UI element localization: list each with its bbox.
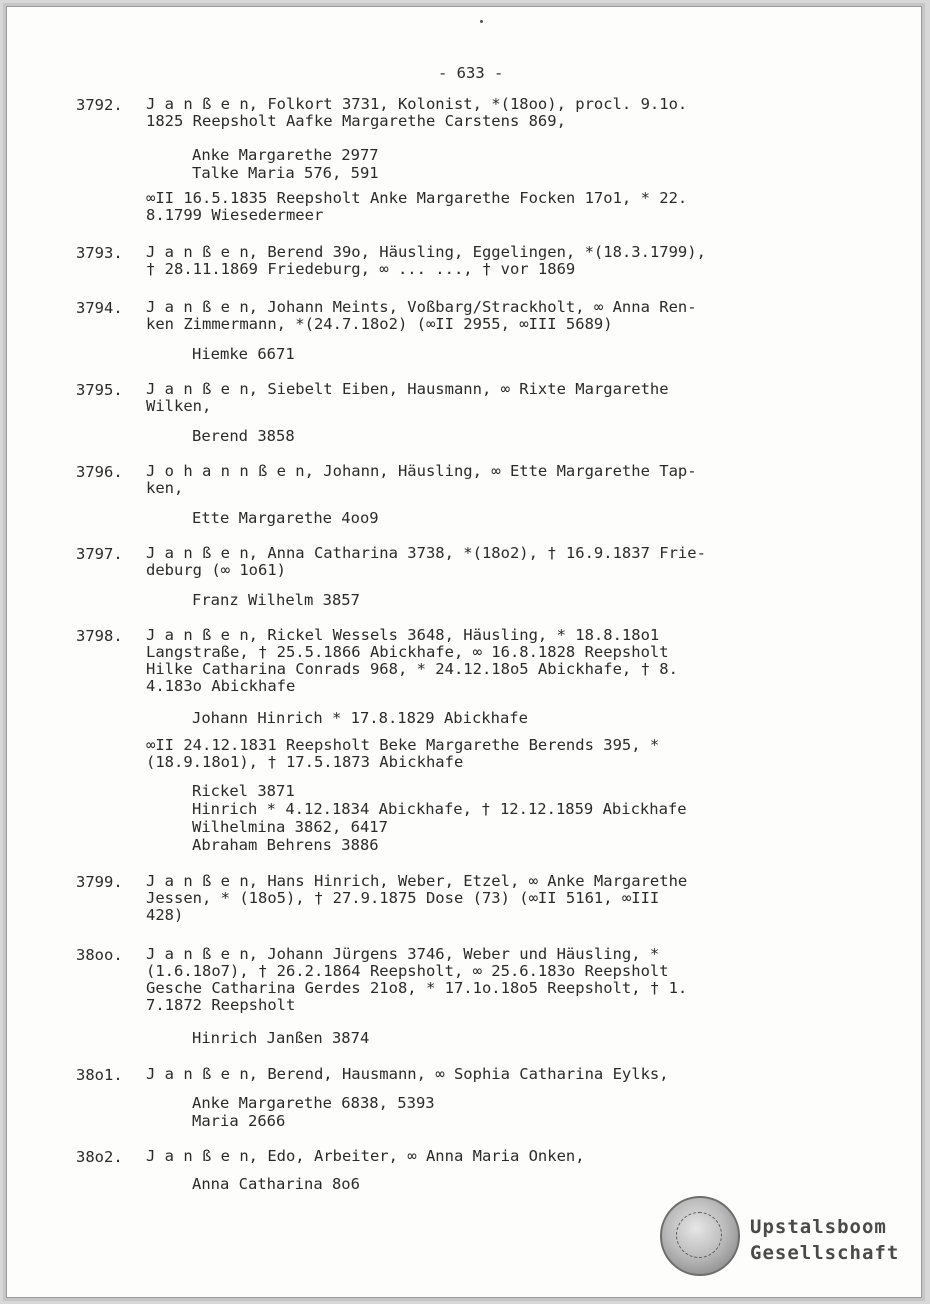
children-list <box>192 782 792 854</box>
children-list <box>192 1029 792 1047</box>
society-seal-icon <box>660 1196 740 1276</box>
child: Anna Catharina 8o6 <box>192 1175 360 1193</box>
entry-line: ken Zimmermann, *(24.7.18o2) (∞II 2955, ∞III 5689) <box>146 315 613 333</box>
entry-number: 3795. <box>76 381 123 399</box>
entry-line: deburg (∞ 1o61) <box>146 561 286 579</box>
entry-line: 4.183o Abickhafe <box>146 677 296 695</box>
entry-line: J a n ß e n, Edo, Arbeiter, ∞ Anna Maria Onken, <box>146 1147 585 1165</box>
children-list <box>192 146 792 182</box>
children-list <box>192 345 792 363</box>
entry-number: 3793. <box>76 244 123 262</box>
entry-line: Hilke Catharina Conrads 968, * 24.12.18o5 Abickhafe, † 8. <box>146 660 678 678</box>
entry-line: Wilken, <box>146 397 212 415</box>
children-list <box>192 1175 792 1193</box>
entry-line: Jessen, * (18o5), † 27.9.1875 Dose (73) (∞II 5161, ∞III <box>146 889 660 907</box>
entry-number: 38o1. <box>76 1066 123 1084</box>
child: Rickel 3871 <box>192 782 295 800</box>
logo-line: Upstalsboom <box>750 1216 887 1238</box>
entry-line: 7.1872 Reepsholt <box>146 996 296 1014</box>
page-number: - 633 - <box>438 64 504 82</box>
child: Hinrich Janßen 3874 <box>192 1029 370 1047</box>
marriage-line: 8.1799 Wiesedermeer <box>146 206 324 224</box>
entry-line: J a n ß e n, Berend 39o, Häusling, Eggelingen, *(18.3.1799), <box>146 243 706 261</box>
entry-number: 38o2. <box>76 1148 123 1166</box>
child: Anke Margarethe 6838, 5393 <box>192 1094 435 1112</box>
child: Wilhelmina 3862, 6417 <box>192 818 388 836</box>
child: Franz Wilhelm 3857 <box>192 591 360 609</box>
entry-line: J a n ß e n, Johann Jürgens 3746, Weber und Häusling, * <box>146 945 660 963</box>
child: Ette Margarethe 4oo9 <box>192 509 379 527</box>
entry-line: † 28.11.1869 Friedeburg, ∞ ... ..., † vor 1869 <box>146 260 576 278</box>
entry-line: J o h a n n ß e n, Johann, Häusling, ∞ Ette Margarethe Tap- <box>146 462 697 480</box>
entry-line: Langstraße, † 25.5.1866 Abickhafe, ∞ 16.8.1828 Reepsholt <box>146 643 669 661</box>
entry-number: 3792. <box>76 96 123 114</box>
marriage-line: ∞II 24.12.1831 Reepsholt Beke Margarethe Berends 395, * <box>146 736 660 754</box>
child: Anke Margarethe 2977 <box>192 146 379 164</box>
entry-line: (1.6.18o7), † 26.2.1864 Reepsholt, ∞ 25.6.183o Reepsholt <box>146 962 669 980</box>
second-marriage <box>146 737 826 771</box>
entry-number: 3794. <box>76 299 123 317</box>
children-list <box>192 1094 792 1130</box>
children-list <box>192 591 792 609</box>
entry-number: 38oo. <box>76 946 123 964</box>
children-list <box>192 509 792 527</box>
entry-number: 3799. <box>76 873 123 891</box>
entry-line: ken, <box>146 479 184 497</box>
entry-line: J a n ß e n, Hans Hinrich, Weber, Etzel, ∞ Anke Margarethe <box>146 872 688 890</box>
marriage-line: (18.9.18o1), † 17.5.1873 Abickhafe <box>146 753 464 771</box>
entry-line: Gesche Catharina Gerdes 21o8, * 17.1o.18o5 Reepsholt, † 1. <box>146 979 688 997</box>
entry-line: J a n ß e n, Rickel Wessels 3648, Häusling, * 18.8.18o1 <box>146 626 660 644</box>
entry-line: J a n ß e n, Johann Meints, Voßbarg/Strackholt, ∞ Anna Ren- <box>146 298 697 316</box>
child: Berend 3858 <box>192 427 295 445</box>
entry-line: J a n ß e n, Berend, Hausmann, ∞ Sophia Catharina Eylks, <box>146 1065 669 1083</box>
child: Abraham Behrens 3886 <box>192 836 379 854</box>
entry-number: 3797. <box>76 545 123 563</box>
child: Talke Maria 576, 591 <box>192 164 379 182</box>
children-list <box>192 427 792 445</box>
entry-line: 1825 Reepsholt Aafke Margarethe Carstens 869, <box>146 112 566 130</box>
child: Maria 2666 <box>192 1112 286 1130</box>
logo-line: Gesellschaft <box>750 1242 900 1264</box>
entry-line: J a n ß e n, Anna Catharina 3738, *(18o2), † 16.9.1837 Frie- <box>146 544 706 562</box>
entry-line: J a n ß e n, Siebelt Eiben, Hausmann, ∞ Rixte Margarethe <box>146 380 669 398</box>
entry-number: 3798. <box>76 627 123 645</box>
children-list <box>192 709 792 727</box>
marriage-line: ∞II 16.5.1835 Reepsholt Anke Margarethe Focken 17o1, * 22. <box>146 189 688 207</box>
society-logo <box>750 1214 899 1266</box>
child: Hinrich * 4.12.1834 Abickhafe, † 12.12.1859 Abickhafe <box>192 800 687 818</box>
entry-line: 428) <box>146 906 184 924</box>
punch-mark <box>480 20 483 23</box>
entry-line: J a n ß e n, Folkort 3731, Kolonist, *(18oo), procl. 9.1o. <box>146 95 688 113</box>
entry-number: 3796. <box>76 463 123 481</box>
second-marriage <box>146 190 826 224</box>
child: Johann Hinrich * 17.8.1829 Abickhafe <box>192 709 528 727</box>
child: Hiemke 6671 <box>192 345 295 363</box>
